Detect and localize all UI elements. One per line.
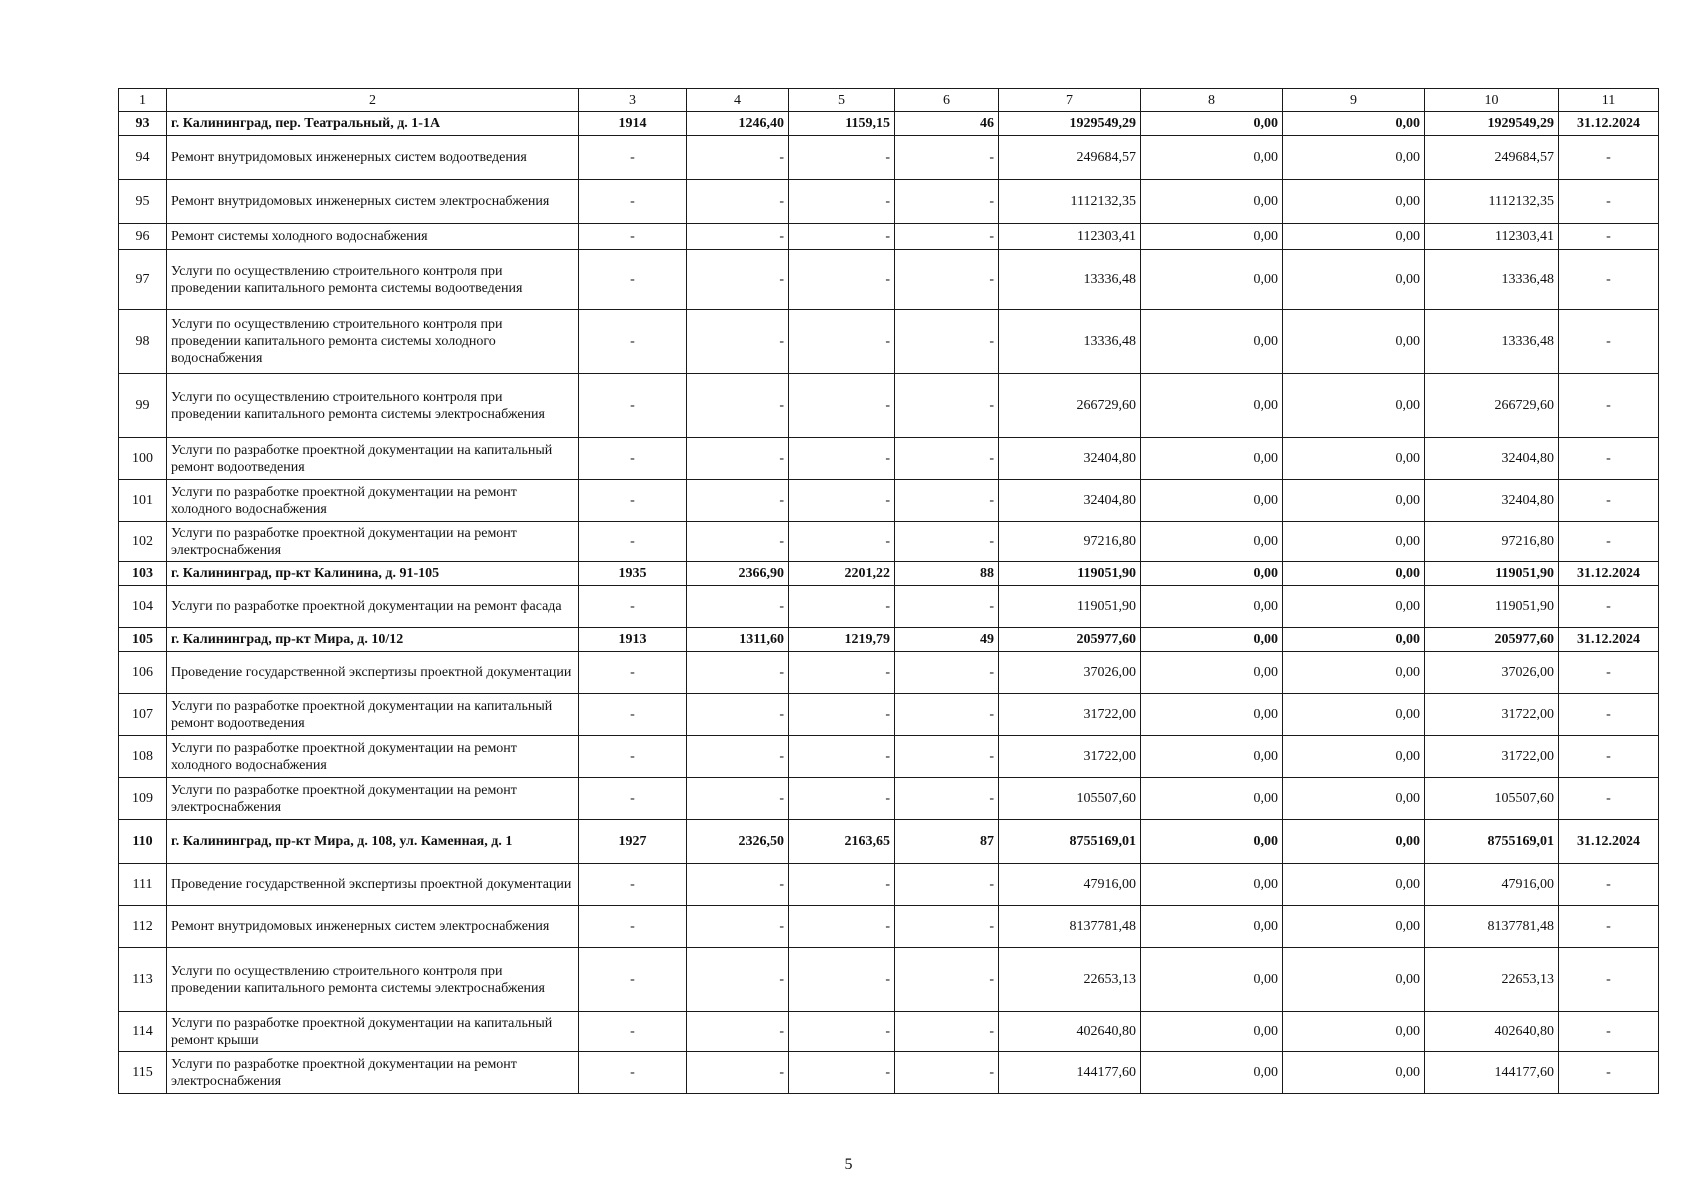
total-cost-cell: 47916,00	[999, 864, 1141, 906]
living-area-cell: -	[789, 310, 895, 374]
cost-col9-cell: 0,00	[1283, 778, 1425, 820]
year-cell: 1927	[579, 820, 687, 864]
living-area-cell: -	[789, 778, 895, 820]
column-header: 5	[789, 89, 895, 112]
work-name-cell: г. Калининград, пр-кт Калинина, д. 91-105	[167, 562, 579, 586]
residents-cell: -	[895, 778, 999, 820]
row-number-cell: 105	[119, 628, 167, 652]
residents-cell: -	[895, 180, 999, 224]
table-row	[119, 1012, 1659, 1052]
row-number-cell: 94	[119, 136, 167, 180]
residents-cell: -	[895, 906, 999, 948]
work-name-cell: Услуги по разработке проектной документации на капитальный ремонт водоотведения	[167, 438, 579, 480]
residents-cell: -	[895, 522, 999, 562]
cost-col8-cell: 0,00	[1141, 948, 1283, 1012]
total-cost-cell: 8755169,01	[999, 820, 1141, 864]
total-cost-cell: 144177,60	[999, 1052, 1141, 1094]
total-area-cell: 1246,40	[687, 112, 789, 136]
residents-cell: -	[895, 136, 999, 180]
column-header: 6	[895, 89, 999, 112]
table-row	[119, 522, 1659, 562]
work-name-cell: Услуги по разработке проектной документации на ремонт электроснабжения	[167, 522, 579, 562]
total-cost-cell: 31722,00	[999, 736, 1141, 778]
total-area-cell: -	[687, 310, 789, 374]
cost-col9-cell: 0,00	[1283, 1012, 1425, 1052]
cost-col10-cell: 97216,80	[1425, 522, 1559, 562]
work-name-cell: Услуги по разработке проектной документации на ремонт холодного водоснабжения	[167, 736, 579, 778]
cost-col9-cell: 0,00	[1283, 250, 1425, 310]
living-area-cell: -	[789, 736, 895, 778]
cost-col9-cell: 0,00	[1283, 820, 1425, 864]
living-area-cell: 2163,65	[789, 820, 895, 864]
deadline-cell: 31.12.2024	[1559, 112, 1659, 136]
work-name-cell: Услуги по разработке проектной документации на капитальный ремонт водоотведения	[167, 694, 579, 736]
year-cell: 1913	[579, 628, 687, 652]
table-row	[119, 1052, 1659, 1094]
column-header: 11	[1559, 89, 1659, 112]
table-row	[119, 736, 1659, 778]
total-area-cell: -	[687, 586, 789, 628]
residents-cell: -	[895, 586, 999, 628]
cost-col8-cell: 0,00	[1141, 480, 1283, 522]
deadline-cell: -	[1559, 864, 1659, 906]
work-name-cell: Услуги по разработке проектной документации на ремонт электроснабжения	[167, 1052, 579, 1094]
residents-cell: -	[895, 374, 999, 438]
year-cell: -	[579, 778, 687, 820]
cost-col10-cell: 249684,57	[1425, 136, 1559, 180]
total-area-cell: 2366,90	[687, 562, 789, 586]
total-cost-cell: 112303,41	[999, 224, 1141, 250]
residents-cell: -	[895, 310, 999, 374]
year-cell: -	[579, 310, 687, 374]
cost-col9-cell: 0,00	[1283, 180, 1425, 224]
cost-col9-cell: 0,00	[1283, 480, 1425, 522]
living-area-cell: 2201,22	[789, 562, 895, 586]
residents-cell: -	[895, 694, 999, 736]
cost-col10-cell: 8137781,48	[1425, 906, 1559, 948]
total-area-cell: -	[687, 480, 789, 522]
cost-col8-cell: 0,00	[1141, 438, 1283, 480]
year-cell: -	[579, 224, 687, 250]
cost-col8-cell: 0,00	[1141, 112, 1283, 136]
living-area-cell: -	[789, 374, 895, 438]
total-cost-cell: 13336,48	[999, 250, 1141, 310]
cost-col8-cell: 0,00	[1141, 250, 1283, 310]
cost-col10-cell: 144177,60	[1425, 1052, 1559, 1094]
total-area-cell: -	[687, 224, 789, 250]
year-cell: -	[579, 250, 687, 310]
work-name-cell: Услуги по разработке проектной документации на ремонт фасада	[167, 586, 579, 628]
year-cell: -	[579, 136, 687, 180]
table-body	[119, 112, 1659, 1094]
row-number-cell: 98	[119, 310, 167, 374]
row-number-cell: 102	[119, 522, 167, 562]
table-row	[119, 180, 1659, 224]
cost-col8-cell: 0,00	[1141, 180, 1283, 224]
cost-col9-cell: 0,00	[1283, 948, 1425, 1012]
cost-col8-cell: 0,00	[1141, 628, 1283, 652]
address-row	[119, 112, 1659, 136]
total-area-cell: -	[687, 652, 789, 694]
total-cost-cell: 266729,60	[999, 374, 1141, 438]
cost-col10-cell: 119051,90	[1425, 586, 1559, 628]
cost-col9-cell: 0,00	[1283, 906, 1425, 948]
total-cost-cell: 1112132,35	[999, 180, 1141, 224]
deadline-cell: -	[1559, 522, 1659, 562]
total-cost-cell: 249684,57	[999, 136, 1141, 180]
living-area-cell: -	[789, 906, 895, 948]
table-row	[119, 586, 1659, 628]
cost-col8-cell: 0,00	[1141, 778, 1283, 820]
year-cell: -	[579, 522, 687, 562]
address-row	[119, 562, 1659, 586]
living-area-cell: -	[789, 250, 895, 310]
column-header: 8	[1141, 89, 1283, 112]
row-number-cell: 111	[119, 864, 167, 906]
cost-col8-cell: 0,00	[1141, 864, 1283, 906]
living-area-cell: -	[789, 586, 895, 628]
cost-col10-cell: 13336,48	[1425, 250, 1559, 310]
table-row	[119, 480, 1659, 522]
living-area-cell: -	[789, 438, 895, 480]
cost-col9-cell: 0,00	[1283, 736, 1425, 778]
cost-col8-cell: 0,00	[1141, 820, 1283, 864]
residents-cell: 49	[895, 628, 999, 652]
year-cell: -	[579, 906, 687, 948]
cost-col9-cell: 0,00	[1283, 652, 1425, 694]
cost-col8-cell: 0,00	[1141, 694, 1283, 736]
total-area-cell: -	[687, 1052, 789, 1094]
cost-col8-cell: 0,00	[1141, 224, 1283, 250]
residents-cell: -	[895, 224, 999, 250]
cost-col10-cell: 32404,80	[1425, 438, 1559, 480]
row-number-cell: 96	[119, 224, 167, 250]
residents-cell: -	[895, 948, 999, 1012]
total-cost-cell: 119051,90	[999, 586, 1141, 628]
row-number-cell: 101	[119, 480, 167, 522]
living-area-cell: -	[789, 224, 895, 250]
total-cost-cell: 97216,80	[999, 522, 1141, 562]
deadline-cell: -	[1559, 224, 1659, 250]
cost-col10-cell: 119051,90	[1425, 562, 1559, 586]
cost-col8-cell: 0,00	[1141, 310, 1283, 374]
cost-col10-cell: 1112132,35	[1425, 180, 1559, 224]
residents-cell: 88	[895, 562, 999, 586]
column-header: 2	[167, 89, 579, 112]
total-area-cell: -	[687, 948, 789, 1012]
cost-col8-cell: 0,00	[1141, 522, 1283, 562]
total-area-cell: -	[687, 438, 789, 480]
total-cost-cell: 119051,90	[999, 562, 1141, 586]
deadline-cell: -	[1559, 180, 1659, 224]
year-cell: -	[579, 180, 687, 224]
row-number-cell: 93	[119, 112, 167, 136]
total-cost-cell: 32404,80	[999, 438, 1141, 480]
row-number-cell: 114	[119, 1012, 167, 1052]
deadline-cell: -	[1559, 652, 1659, 694]
cost-col9-cell: 0,00	[1283, 224, 1425, 250]
row-number-cell: 107	[119, 694, 167, 736]
cost-col10-cell: 32404,80	[1425, 480, 1559, 522]
row-number-cell: 112	[119, 906, 167, 948]
capital-repair-table	[118, 88, 1659, 1094]
deadline-cell: -	[1559, 480, 1659, 522]
work-name-cell: Проведение государственной экспертизы проектной документации	[167, 864, 579, 906]
cost-col10-cell: 402640,80	[1425, 1012, 1559, 1052]
total-area-cell: -	[687, 864, 789, 906]
residents-cell: -	[895, 652, 999, 694]
work-name-cell: г. Калининград, пр-кт Мира, д. 108, ул. Каменная, д. 1	[167, 820, 579, 864]
residents-cell: -	[895, 1052, 999, 1094]
table-row	[119, 310, 1659, 374]
total-cost-cell: 105507,60	[999, 778, 1141, 820]
year-cell: 1914	[579, 112, 687, 136]
work-name-cell: г. Калининград, пер. Театральный, д. 1-1А	[167, 112, 579, 136]
work-name-cell: Услуги по осуществлению строительного контроля при проведении капитального ремонта системы холодного водоснабжения	[167, 310, 579, 374]
cost-col9-cell: 0,00	[1283, 136, 1425, 180]
total-cost-cell: 22653,13	[999, 948, 1141, 1012]
work-name-cell: г. Калининград, пр-кт Мира, д. 10/12	[167, 628, 579, 652]
page-number: 5	[844, 1156, 853, 1173]
deadline-cell: 31.12.2024	[1559, 820, 1659, 864]
row-number-cell: 100	[119, 438, 167, 480]
address-row	[119, 820, 1659, 864]
row-number-cell: 97	[119, 250, 167, 310]
cost-col9-cell: 0,00	[1283, 628, 1425, 652]
residents-cell: 46	[895, 112, 999, 136]
cost-col9-cell: 0,00	[1283, 522, 1425, 562]
residents-cell: -	[895, 480, 999, 522]
total-cost-cell: 402640,80	[999, 1012, 1141, 1052]
table-row	[119, 438, 1659, 480]
residents-cell: -	[895, 438, 999, 480]
row-number-cell: 108	[119, 736, 167, 778]
cost-col9-cell: 0,00	[1283, 438, 1425, 480]
total-cost-cell: 31722,00	[999, 694, 1141, 736]
cost-col9-cell: 0,00	[1283, 586, 1425, 628]
residents-cell: -	[895, 736, 999, 778]
cost-col9-cell: 0,00	[1283, 112, 1425, 136]
total-area-cell: -	[687, 1012, 789, 1052]
table-row	[119, 374, 1659, 438]
total-area-cell: -	[687, 736, 789, 778]
table-row	[119, 224, 1659, 250]
cost-col9-cell: 0,00	[1283, 310, 1425, 374]
living-area-cell: -	[789, 864, 895, 906]
row-number-cell: 99	[119, 374, 167, 438]
year-cell: -	[579, 1052, 687, 1094]
deadline-cell: -	[1559, 374, 1659, 438]
table-row	[119, 906, 1659, 948]
total-area-cell: -	[687, 694, 789, 736]
work-name-cell: Услуги по разработке проектной документации на капитальный ремонт крыши	[167, 1012, 579, 1052]
cost-col10-cell: 205977,60	[1425, 628, 1559, 652]
cost-col10-cell: 8755169,01	[1425, 820, 1559, 864]
year-cell: -	[579, 374, 687, 438]
row-number-cell: 110	[119, 820, 167, 864]
deadline-cell: -	[1559, 948, 1659, 1012]
cost-col10-cell: 31722,00	[1425, 736, 1559, 778]
cost-col8-cell: 0,00	[1141, 562, 1283, 586]
year-cell: -	[579, 480, 687, 522]
living-area-cell: -	[789, 480, 895, 522]
cost-col10-cell: 266729,60	[1425, 374, 1559, 438]
column-number-header-row	[119, 89, 1659, 112]
row-number-cell: 95	[119, 180, 167, 224]
residents-cell: -	[895, 864, 999, 906]
deadline-cell: -	[1559, 438, 1659, 480]
year-cell: -	[579, 438, 687, 480]
cost-col10-cell: 13336,48	[1425, 310, 1559, 374]
living-area-cell: -	[789, 136, 895, 180]
total-area-cell: -	[687, 906, 789, 948]
residents-cell: 87	[895, 820, 999, 864]
table-row	[119, 694, 1659, 736]
living-area-cell: -	[789, 180, 895, 224]
work-name-cell: Услуги по осуществлению строительного контроля при проведении капитального ремонта системы электроснабжения	[167, 374, 579, 438]
deadline-cell: -	[1559, 1012, 1659, 1052]
total-cost-cell: 8137781,48	[999, 906, 1141, 948]
column-header: 3	[579, 89, 687, 112]
work-name-cell: Ремонт внутридомовых инженерных систем электроснабжения	[167, 906, 579, 948]
deadline-cell: -	[1559, 694, 1659, 736]
work-name-cell: Ремонт внутридомовых инженерных систем электроснабжения	[167, 180, 579, 224]
deadline-cell: -	[1559, 1052, 1659, 1094]
cost-col9-cell: 0,00	[1283, 1052, 1425, 1094]
year-cell: -	[579, 652, 687, 694]
column-header: 7	[999, 89, 1141, 112]
row-number-cell: 113	[119, 948, 167, 1012]
row-number-cell: 104	[119, 586, 167, 628]
deadline-cell: -	[1559, 136, 1659, 180]
cost-col8-cell: 0,00	[1141, 1052, 1283, 1094]
row-number-cell: 115	[119, 1052, 167, 1094]
year-cell: -	[579, 864, 687, 906]
year-cell: 1935	[579, 562, 687, 586]
row-number-cell: 109	[119, 778, 167, 820]
living-area-cell: -	[789, 1052, 895, 1094]
deadline-cell: -	[1559, 778, 1659, 820]
living-area-cell: -	[789, 948, 895, 1012]
total-area-cell: 1311,60	[687, 628, 789, 652]
work-name-cell: Ремонт внутридомовых инженерных систем водоотведения	[167, 136, 579, 180]
table-row	[119, 948, 1659, 1012]
total-cost-cell: 32404,80	[999, 480, 1141, 522]
table-row	[119, 250, 1659, 310]
work-name-cell: Ремонт системы холодного водоснабжения	[167, 224, 579, 250]
deadline-cell: -	[1559, 586, 1659, 628]
work-name-cell: Услуги по осуществлению строительного контроля при проведении капитального ремонта системы водоотведения	[167, 250, 579, 310]
cost-col10-cell: 22653,13	[1425, 948, 1559, 1012]
living-area-cell: 1159,15	[789, 112, 895, 136]
work-name-cell: Услуги по осуществлению строительного контроля при проведении капитального ремонта системы электроснабжения	[167, 948, 579, 1012]
cost-col9-cell: 0,00	[1283, 374, 1425, 438]
deadline-cell: 31.12.2024	[1559, 628, 1659, 652]
total-area-cell: -	[687, 778, 789, 820]
work-name-cell: Услуги по разработке проектной документации на ремонт электроснабжения	[167, 778, 579, 820]
total-area-cell: -	[687, 522, 789, 562]
total-cost-cell: 13336,48	[999, 310, 1141, 374]
living-area-cell: -	[789, 522, 895, 562]
cost-col8-cell: 0,00	[1141, 136, 1283, 180]
cost-col8-cell: 0,00	[1141, 374, 1283, 438]
cost-col8-cell: 0,00	[1141, 586, 1283, 628]
table-row	[119, 864, 1659, 906]
total-cost-cell: 205977,60	[999, 628, 1141, 652]
cost-col8-cell: 0,00	[1141, 736, 1283, 778]
total-cost-cell: 1929549,29	[999, 112, 1141, 136]
total-area-cell: -	[687, 374, 789, 438]
deadline-cell: -	[1559, 250, 1659, 310]
address-row	[119, 628, 1659, 652]
table-row	[119, 778, 1659, 820]
residents-cell: -	[895, 1012, 999, 1052]
work-name-cell: Услуги по разработке проектной документации на ремонт холодного водоснабжения	[167, 480, 579, 522]
cost-col9-cell: 0,00	[1283, 694, 1425, 736]
total-area-cell: -	[687, 180, 789, 224]
year-cell: -	[579, 586, 687, 628]
cost-col8-cell: 0,00	[1141, 906, 1283, 948]
deadline-cell: -	[1559, 310, 1659, 374]
deadline-cell: -	[1559, 736, 1659, 778]
total-area-cell: -	[687, 136, 789, 180]
column-header: 4	[687, 89, 789, 112]
cost-col10-cell: 1929549,29	[1425, 112, 1559, 136]
cost-col9-cell: 0,00	[1283, 562, 1425, 586]
residents-cell: -	[895, 250, 999, 310]
table-row	[119, 652, 1659, 694]
year-cell: -	[579, 948, 687, 1012]
row-number-cell: 106	[119, 652, 167, 694]
cost-col9-cell: 0,00	[1283, 864, 1425, 906]
cost-col10-cell: 105507,60	[1425, 778, 1559, 820]
row-number-cell: 103	[119, 562, 167, 586]
cost-col10-cell: 31722,00	[1425, 694, 1559, 736]
column-header: 1	[119, 89, 167, 112]
work-name-cell: Проведение государственной экспертизы проектной документации	[167, 652, 579, 694]
table-row	[119, 136, 1659, 180]
living-area-cell: -	[789, 694, 895, 736]
cost-col10-cell: 112303,41	[1425, 224, 1559, 250]
column-header: 9	[1283, 89, 1425, 112]
year-cell: -	[579, 694, 687, 736]
year-cell: -	[579, 1012, 687, 1052]
cost-col10-cell: 47916,00	[1425, 864, 1559, 906]
cost-col8-cell: 0,00	[1141, 1012, 1283, 1052]
column-header: 10	[1425, 89, 1559, 112]
cost-col8-cell: 0,00	[1141, 652, 1283, 694]
deadline-cell: -	[1559, 906, 1659, 948]
total-area-cell: 2326,50	[687, 820, 789, 864]
living-area-cell: -	[789, 1012, 895, 1052]
cost-col10-cell: 37026,00	[1425, 652, 1559, 694]
total-cost-cell: 37026,00	[999, 652, 1141, 694]
living-area-cell: 1219,79	[789, 628, 895, 652]
year-cell: -	[579, 736, 687, 778]
deadline-cell: 31.12.2024	[1559, 562, 1659, 586]
total-area-cell: -	[687, 250, 789, 310]
document-sheet	[118, 88, 1658, 1094]
living-area-cell: -	[789, 652, 895, 694]
